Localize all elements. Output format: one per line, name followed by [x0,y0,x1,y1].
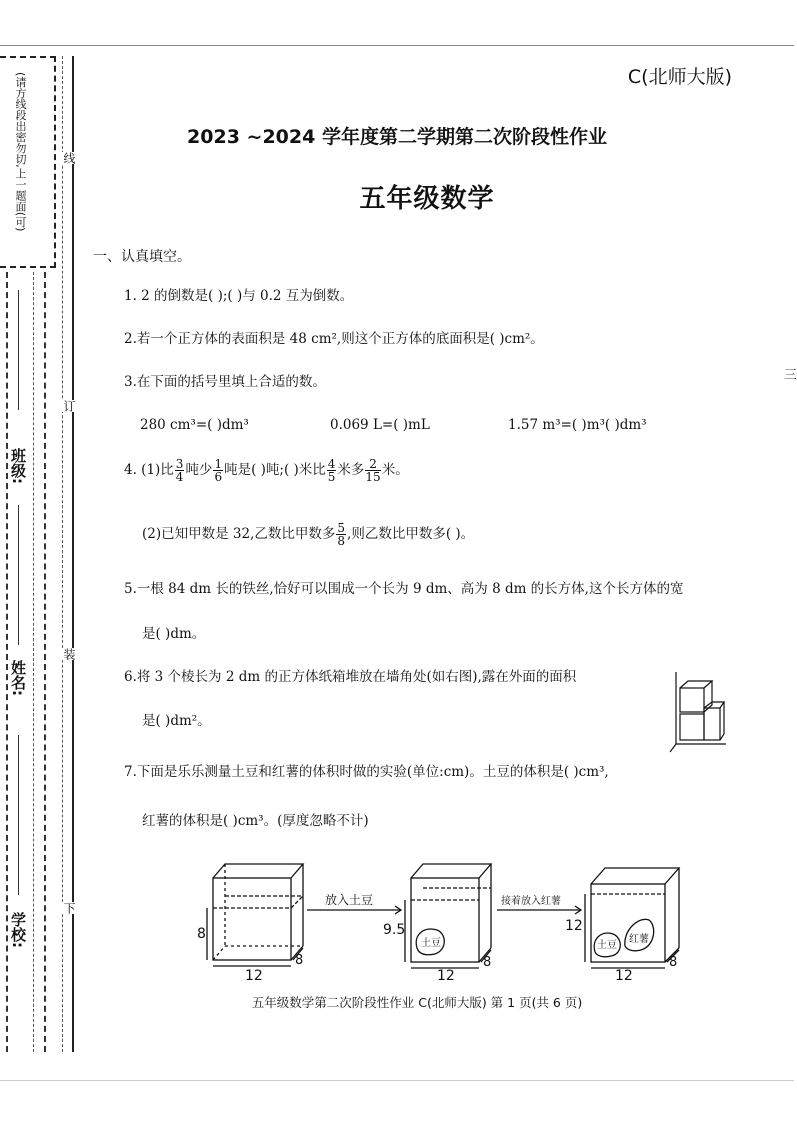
q4-1-text-c: 吨是( )吨;( )米比 [224,462,326,478]
potato-label: 土豆 [421,938,441,949]
school-label: 学校: [9,912,27,948]
box-3-height: 12 [565,918,583,934]
exam-title: 2023 ~2024 学年度第二学期第二次阶段性作业 [187,126,607,148]
school-field-line [18,735,19,895]
box-2-length: 12 [437,968,455,984]
class-label: 班级: [9,448,27,484]
margin-word-xia: 下 [62,902,76,914]
margin-word-zhuang: 装 [62,648,76,660]
question-4-1 [124,458,409,483]
stacked-cubes-figure [668,672,728,754]
binding-notice: (请方线段出密勿切,上一题面(可) [14,72,27,232]
question-7-answer: 红薯的体积是( )cm³。(厚度忽略不计) [142,813,369,829]
potato-label-2: 土豆 [597,940,617,951]
volume-experiment-figure [185,850,695,990]
q4-1-text-b: 吨少 [185,462,213,478]
question-5-answer: 是( )dm。 [142,626,206,642]
box-1-length: 12 [245,968,263,984]
q4-1-text-a: 4. (1)比 [124,462,174,478]
name-field-line [18,505,19,645]
q4-2-text-a: (2)已知甲数是 32,乙数比甲数多 [142,526,336,542]
fraction-4-5: $\frac{4}{5}$ [327,457,336,484]
box-2-width: 8 [483,955,492,970]
fraction-3-4: $\frac{3}{4}$ [175,457,184,484]
question-6: 6.将 3 个棱长为 2 dm 的正方体纸箱堆放在墙角处(如右图),露在外面的面积 [124,669,577,685]
box-2-height: 9.5 [383,922,406,938]
bottom-rule [0,1080,794,1081]
page-footer: 五年级数学第二次阶段性作业 C(北师大版) 第 1 页(共 6 页) [251,995,583,1010]
fraction-1-6: $\frac{1}{6}$ [214,457,223,484]
question-6-answer: 是( )dm²。 [142,713,211,729]
edition-label: C(北师大版) [627,66,732,88]
q4-2-text-b: ,则乙数比甲数多( )。 [347,526,475,542]
sweet-potato-label: 红薯 [629,934,649,945]
margin-word-xian: 线 [62,152,76,164]
name-label: 姓名: [9,660,27,696]
margin-dash-3 [44,272,46,1052]
question-1: 1. 2 的倒数是( );( )与 0.2 互为倒数。 [124,288,354,304]
question-3: 3.在下面的括号里填上合适的数。 [124,374,326,390]
section-heading: 一、认真填空。 [93,249,191,265]
box-3-width: 8 [669,955,678,970]
arrow-1-label: 放入土豆 [325,893,374,907]
arrow-2-label: 接着放入红薯 [501,896,561,907]
question-5: 5.一根 84 dm 长的铁丝,恰好可以围成一个长为 9 dm、高为 8 dm 的长方体,这个长方体的宽 [124,581,684,597]
subject-title: 五年级数学 [359,184,495,214]
container-1 [213,864,303,960]
box-1-width: 8 [295,953,304,968]
fraction-5-8: $\frac{5}{8}$ [337,521,346,548]
margin-dash-2 [33,272,34,1052]
box-1-height: 8 [197,926,206,942]
question-7: 7.下面是乐乐测量土豆和红薯的体积时做的实验(单位:cm)。土豆的体积是( )cm³, [124,764,609,780]
question-3-part-b: 0.069 L=( )mL [330,417,430,433]
top-rule [0,45,794,46]
binding-notice-box [0,56,56,268]
margin-word-ding: 订 [62,400,76,412]
question-3-part-a: 280 cm³=( )dm³ [140,417,249,433]
fraction-2-15: $\frac{2}{15}$ [365,457,381,484]
q4-1-text-d: 米多 [337,462,365,478]
class-field-line [18,290,19,410]
q4-1-text-e: 米。 [381,462,409,478]
box-3-length: 12 [615,968,633,984]
question-4-2 [142,522,474,547]
right-edge-mark: 三 [784,368,797,383]
question-3-part-c: 1.57 m³=( )m³( )dm³ [508,417,647,433]
question-2: 2.若一个正方体的表面积是 48 cm²,则这个正方体的底面积是( )cm²。 [124,331,544,347]
